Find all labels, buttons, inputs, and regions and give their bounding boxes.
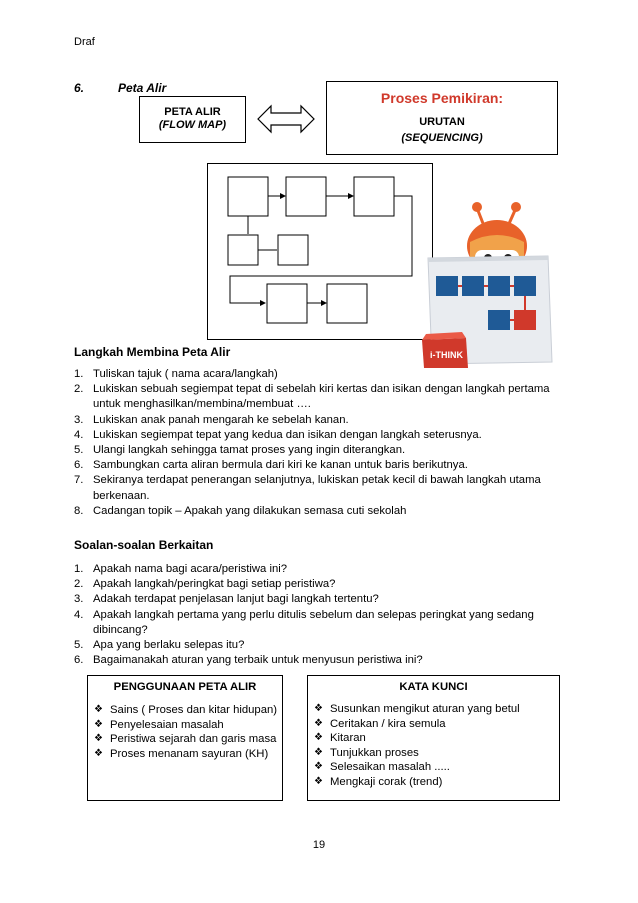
ithink-robot-illustration [422, 200, 557, 368]
draft-label: Draf [74, 36, 95, 48]
list-item: 3. Adakah terdapat penjelasan lanjut bagi langkah tertentu? [74, 593, 379, 606]
diamond-bullet-icon: ❖ [94, 733, 103, 745]
list-item: ❖ Penyelesaian masalah [94, 718, 224, 731]
diamond-bullet-icon: ❖ [314, 717, 323, 729]
soalan-list [74, 562, 574, 668]
diamond-bullet-icon: ❖ [94, 718, 103, 730]
flow-step-box [228, 177, 268, 216]
proses-pemikiran-box [326, 81, 558, 155]
flow-map-label: (FLOW MAP) [158, 119, 227, 131]
list-item: ❖ Ceritakan / kira semula [314, 717, 446, 730]
list-item: ❖ Sains ( Proses dan kitar hidupan) [94, 704, 278, 716]
list-item: 4. Apakah langkah pertama yang perlu ditulis sebelum dan selepas peringkat yang sedang dibincang? [74, 608, 534, 636]
diamond-bullet-icon: ❖ [314, 703, 323, 714]
list-item: ❖ Mengkaji corak (trend) [314, 775, 443, 788]
flow-substep-box [228, 235, 258, 265]
list-item: 6. Bagaimanakah aturan yang terbaik untuk menyusun peristiwa ini? [74, 654, 423, 667]
list-item: 1. Apakah nama bagi acara/peristiwa ini? [74, 563, 288, 575]
list-item: 6. Sambungkan carta aliran bermula dari kiri ke kanan untuk baris berikutnya. [74, 459, 468, 472]
diamond-bullet-icon: ❖ [94, 704, 103, 715]
flow-step-box [354, 177, 394, 216]
kata-kunci-box [307, 675, 560, 801]
flow-step-box [286, 177, 326, 216]
langkah-list [74, 367, 574, 519]
list-item: ❖ Peristiwa sejarah dan garis masa [94, 733, 277, 746]
list-item: 7. Sekiranya terdapat penerangan selanjutnya, lukiskan petak kecil di bawah langkah utama berkenaan. [74, 474, 541, 502]
list-item: 2. Apakah langkah/peringkat bagi setiap peristiwa? [74, 578, 336, 591]
soalan-heading: Soalan-soalan Berkaitan [74, 538, 214, 552]
flow-substep-box [278, 235, 308, 265]
list-item: 1. Tuliskan tajuk ( nama acara/langkah) [74, 368, 278, 380]
section-title: Peta Alir [118, 81, 167, 95]
diamond-bullet-icon: ❖ [314, 732, 323, 744]
list-item: 4. Lukiskan segiempat tepat yang kedua dan isikan dengan langkah seterusnya. [74, 428, 482, 441]
proses-title: Proses Pemikiran: [380, 90, 504, 106]
list-item: 2. Lukiskan sebuah segiempat tepat di sebelah kiri kertas dan isikan dengan langkah pertama untuk menghasilkan/membina/membuat …. [74, 383, 550, 411]
section-number: 6. [74, 81, 85, 95]
flow-step-box [327, 284, 367, 323]
flow-map-diagram [207, 163, 433, 340]
langkah-heading: Langkah Membina Peta Alir [74, 345, 231, 359]
list-item: ❖ Proses menanam sayuran (KH) [94, 747, 269, 760]
list-item: 3. Lukiskan anak panah mengarah ke sebelah kanan. [74, 413, 349, 426]
penggunaan-title: PENGGUNAAN PETA ALIR [113, 681, 257, 693]
diamond-bullet-icon: ❖ [314, 761, 323, 773]
list-item: ❖ Susunkan mengikut aturan yang betul [314, 703, 520, 715]
kata-kunci-title: KATA KUNCI [399, 681, 468, 693]
flow-step-box [267, 284, 307, 323]
peta-alir-label: PETA ALIR [164, 106, 221, 118]
list-item: ❖ Kitaran [314, 732, 366, 745]
peta-alir-box [139, 96, 246, 143]
urutan-label: URUTAN [419, 116, 465, 128]
diamond-bullet-icon: ❖ [314, 775, 323, 787]
double-arrow-icon [257, 104, 315, 134]
diamond-bullet-icon: ❖ [94, 747, 103, 759]
list-item: ❖ Selesaikan masalah ..... [314, 761, 450, 774]
diamond-bullet-icon: ❖ [314, 746, 323, 758]
list-item: 5. Ulangi langkah sehingga tamat proses yang ingin diterangkan. [74, 444, 406, 457]
sequencing-label: (SEQUENCING) [401, 132, 483, 144]
list-item: 5. Apa yang berlaku selepas itu? [74, 639, 245, 652]
list-item: 8. Cadangan topik – Apakah yang dilakukan semasa cuti sekolah [74, 504, 407, 517]
list-item: ❖ Tunjukkan proses [314, 746, 419, 759]
penggunaan-box [87, 675, 283, 801]
robot-brand-text: i-THINK [430, 350, 463, 360]
page-number: 19 [312, 839, 326, 851]
